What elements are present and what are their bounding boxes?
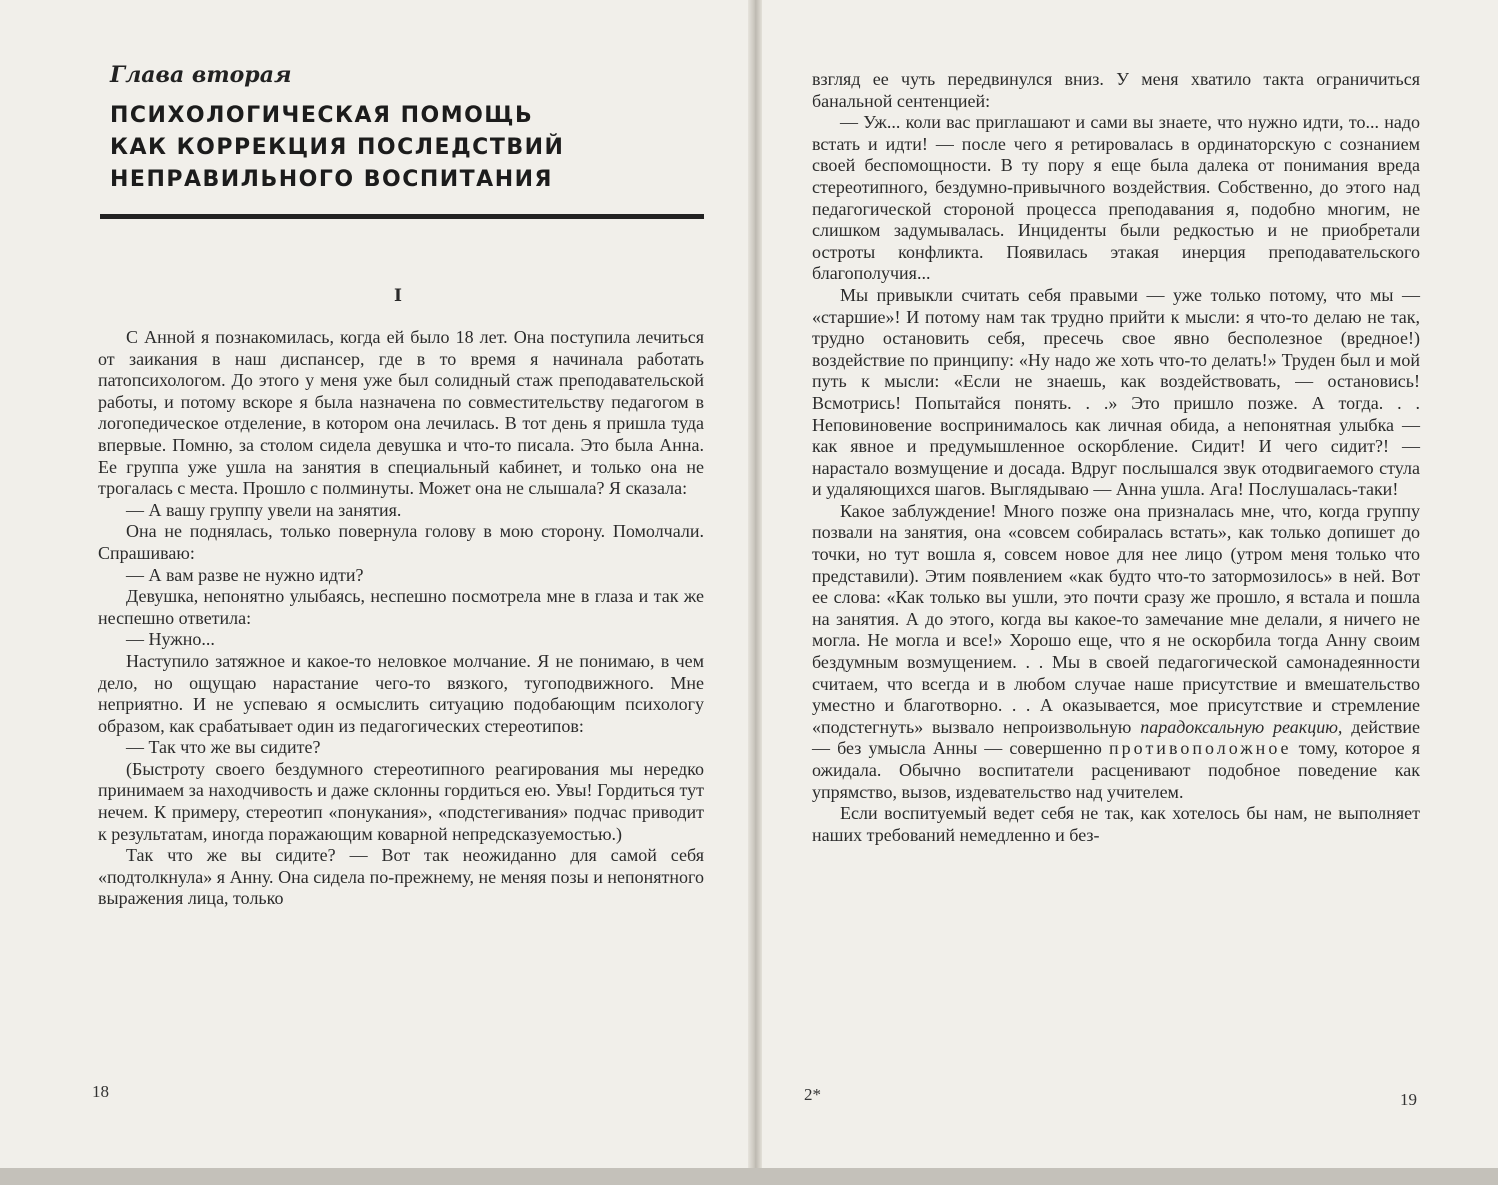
spaced-word: противоположное	[1109, 738, 1292, 759]
chapter-label: Глава вторая	[110, 62, 292, 88]
right-body-text	[812, 69, 1420, 846]
paragraph: — А вам разве не нужно идти?	[126, 564, 364, 585]
paragraph: Она не поднялась, только повернула голову в мою сторону. Помолчали. Спрашиваю:	[98, 521, 704, 563]
paragraph: (Быстроту своего бездумного стереотипного реагирования мы нередко принимаем за находчивость и даже склонны гордиться ею. Увы! Гордиться тут нечем. К примеру, стереотип «понукания», «подстегивания» подчас приводит к результатам, иногда поражающим коварной непредсказуемостью.)	[98, 758, 704, 844]
book-gutter	[748, 0, 762, 1185]
paragraph: Если воспитуемый ведет себя не так, как хотелось бы нам, не выполняет наших требований немедленно и без-	[812, 803, 1420, 845]
paragraph: Мы привыкли считать себя правыми — уже только потому, что мы — «старшие»! И потому нам так трудно прийти к мысли: я что-то делаю не так, трудно остановить себя, пресечь свое явно бесполезное (вредное!) воздействие по принципу: «Ну надо же хоть что-то делать!» Труден был и мой путь к мысли: «Если не знаешь, как воздействовать, — остановись! Всмотрись! Попытайся понять. . .» Это пришло позже. А тогда. . . Неповиновение воспринималось как личная обида, а непонятная улыбка — как явное и предумышленное оскорбление. Сидит! И чего сидит?! — нарастало возмущение и досада. Вдруг послышался звук отодвигаемого стула и удаляющихся шагов. Выглядываю — Анна ушла. Ага! Послушалась-таки!	[812, 284, 1420, 500]
paragraph	[812, 501, 1420, 803]
page-number-right: 19	[1400, 1090, 1417, 1109]
chapter-title	[110, 100, 710, 196]
chapter-title-line: КАК КОРРЕКЦИЯ ПОСЛЕДСТВИЙ	[110, 135, 565, 160]
paragraph-text: Какое заблуждение! Много позже она призналась мне, что, когда группу позвали на занятия, она «совсем собиралась встать», как только допишет до точки, но тут вошла я, совсем новое для нее лицо (утром меня только что представили). Этим появлением «как будто что-то затормозилось» в ней. Вот ее слова: «Как только вы ушли, это почти сразу же прошло, я встала и пошла на занятия. А до этого, когда вы какое-то замечание мне делали, я ничего не могла. Не могла и все!» Хорошо еще, что я не оскорбила тогда Анну своим бездумным возмущением. . . Мы в своей педагогической самонадеянности считаем, что всегда и в любом случае наше присутствие и вмешательство уместно и благотворно. . . А оказывается, мое присутствие и стремление «подстегнуть» вызвало непроизвольную	[812, 500, 1420, 737]
paragraph: Девушка, непонятно улыбаясь, неспешно посмотрела мне в глаза и так же неспешно ответила:	[98, 586, 704, 628]
paragraph-text: действие — без умысла Анны — совершенно	[812, 716, 1420, 759]
paragraph: С Анной я познакомилась, когда ей было 18 лет. Она поступила лечиться от заикания в наш диспансер, где в то время я начинала работать патопсихологом. До этого у меня уже был солидный стаж преподавательской работы, и потому вскоре я была назначена по совместительству педагогом в логопедическое отделение, в котором она лечилась. В тот день я пришла туда впервые. Помню, за столом сидела девушка и что-то писала. Это была Анна. Ее группа уже ушла на занятия в специальный кабинет, и только она не трогалась с места. Прошло с полминуты. Может она не слышала? Я сказала:	[98, 327, 704, 499]
left-body-text	[98, 327, 704, 910]
italic-term: парадоксальную реакцию,	[1140, 716, 1343, 737]
title-divider	[100, 214, 704, 219]
paragraph: — Так что же вы сидите?	[126, 737, 321, 758]
section-number: I	[394, 286, 402, 306]
chapter-title-line: НЕПРАВИЛЬНОГО ВОСПИТАНИЯ	[110, 167, 553, 192]
paragraph: — А вашу группу увели на занятия.	[126, 499, 402, 520]
paragraph: — Уж... коли вас приглашают и сами вы знаете, что нужно идти, то... надо встать и идти! — после чего я ретировалась в ординаторскую с сознанием своей беспомощности. В ту пору я еще была далека от понимания вреда стереотипного, бездумно-привычного воздействия. Собственно, до этого над педагогической стороной процесса преподавания я, подобно многим, не слишком задумывалась. Инциденты были редкостью и не приобретали остроты конфликта. Появилась этакая инерция преподавательского благополучия...	[812, 112, 1420, 284]
paragraph: Так что же вы сидите? — Вот так неожиданно для самой себя «подтолкнула» я Анну. Она сидела по-прежнему, не меняя позы и непонятного выражения лица, только	[98, 845, 704, 909]
signature-mark: 2*	[804, 1085, 821, 1104]
bottom-edge	[0, 1168, 1498, 1185]
paragraph: Наступило затяжное и какое-то неловкое молчание. Я не понимаю, в чем дело, но ощущаю нарастание чего-то вязкого, тугоподвижного. Мне неприятно. И не успеваю я осмыслить ситуацию подобающим психологу образом, как срабатывает один из педагогических стереотипов:	[98, 650, 704, 736]
paragraph: — Нужно...	[126, 629, 215, 650]
chapter-title-line: ПСИХОЛОГИЧЕСКАЯ ПОМОЩЬ	[110, 103, 534, 128]
page-number-left: 18	[92, 1082, 109, 1101]
paragraph-text: тому, которое я ожидала. Обычно воспитатели расценивают подобное поведение как упрямство, вызов, издевательство над учителем.	[812, 738, 1420, 802]
paragraph: взгляд ее чуть передвинулся вниз. У меня хватило такта ограничиться банальной сентенцией:	[812, 69, 1420, 111]
